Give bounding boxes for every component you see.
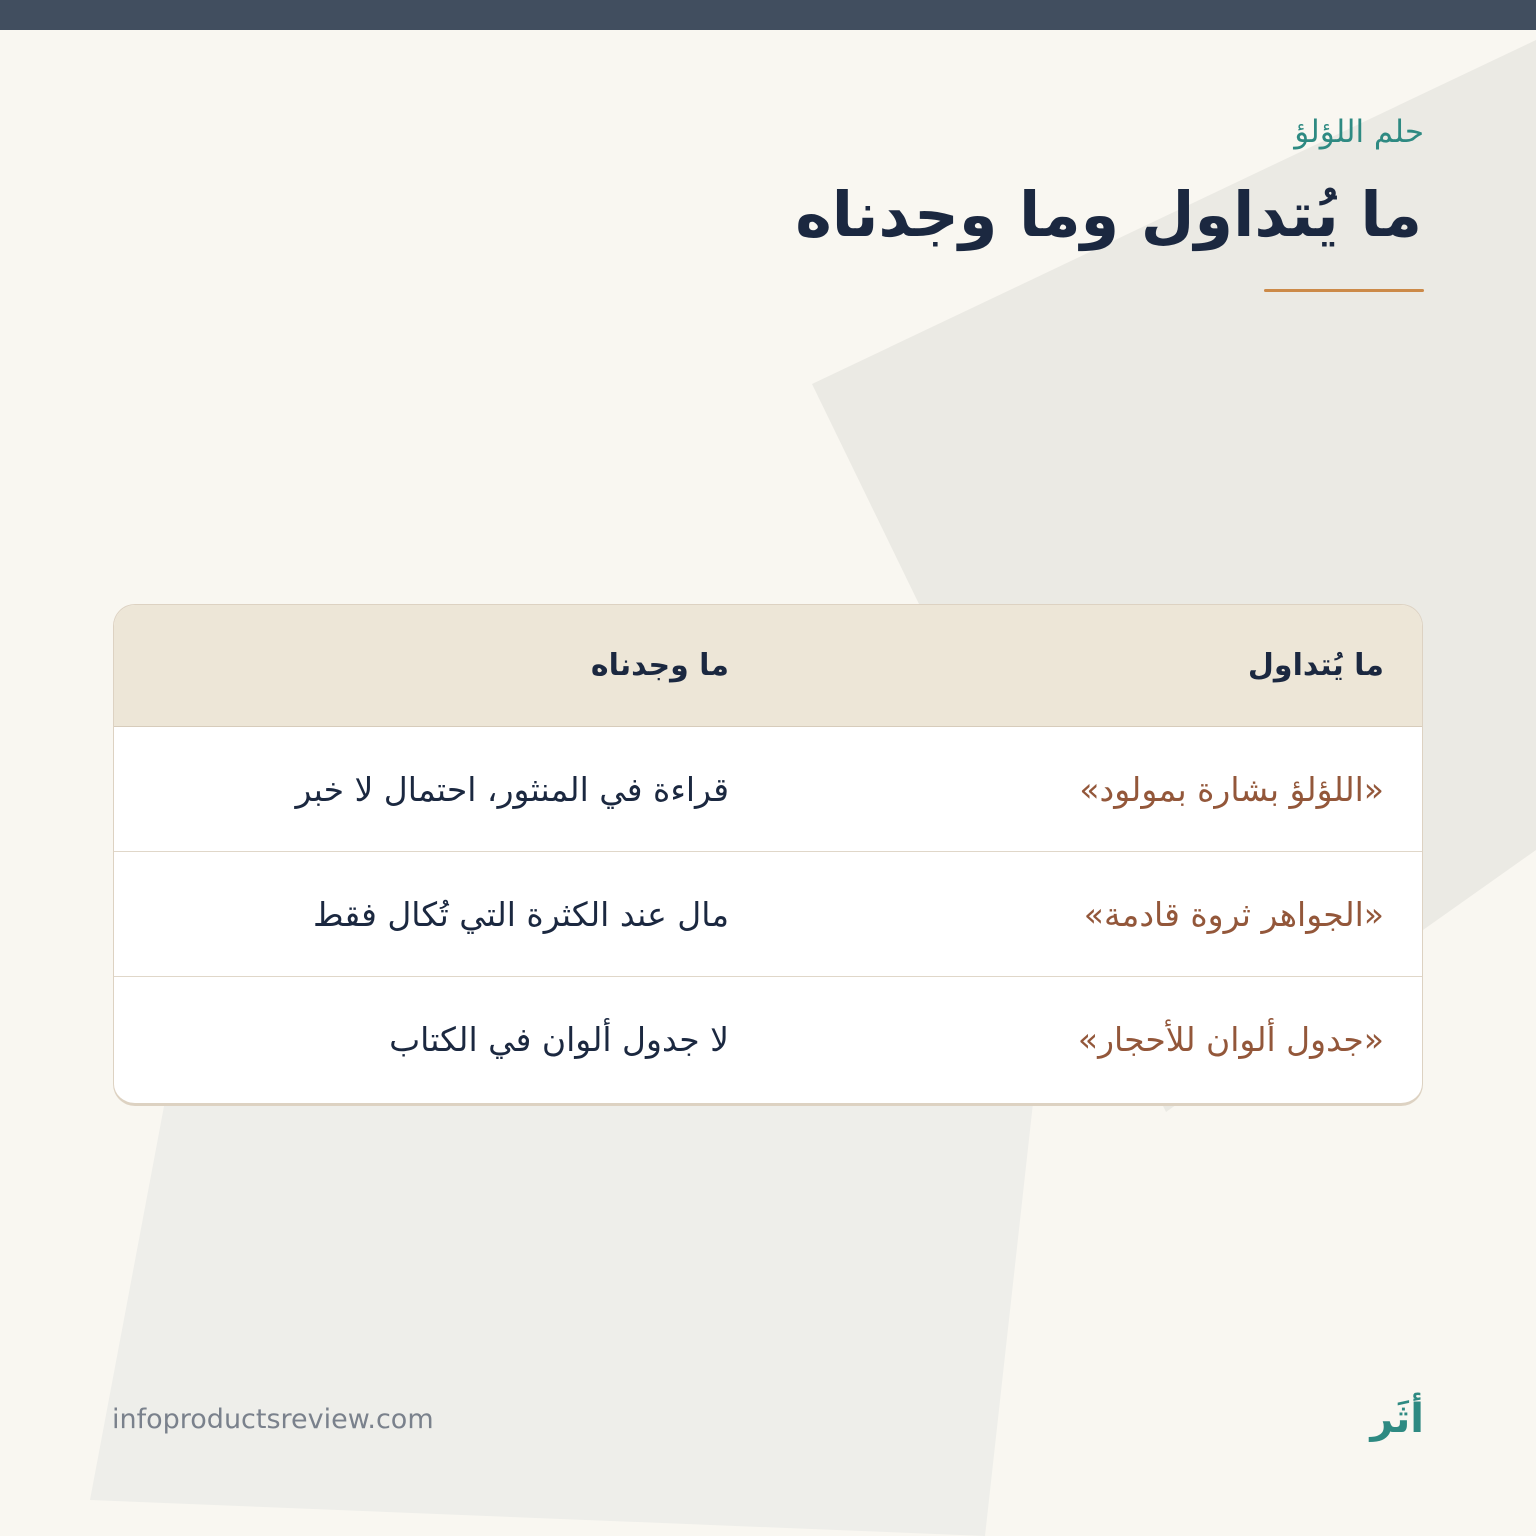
finding-cell: لا جدول ألوان في الكتاب [389, 1020, 729, 1059]
eyebrow-label: حلم اللؤلؤ [1294, 114, 1424, 150]
finding-cell: مال عند الكثرة التي تُكال فقط [313, 895, 729, 934]
finding-cell: قراءة في المنثور، احتمال لا خبر [295, 770, 729, 809]
column-header-finding: ما وجدناه [590, 648, 729, 683]
brand-logo: أثَر [1370, 1396, 1424, 1442]
column-header-rumor: ما يُتداول [1247, 648, 1384, 683]
footer-url: infoproductsreview.com [112, 1404, 434, 1435]
rumor-cell: «الجواهر ثروة قادمة» [1083, 895, 1384, 934]
table-header [114, 605, 1422, 727]
title-underline [1264, 289, 1424, 292]
table-row [114, 852, 1422, 977]
rumor-cell: «اللؤلؤ بشارة بمولود» [1079, 770, 1384, 809]
rumor-cell: «جدول ألوان للأحجار» [1077, 1020, 1384, 1059]
page-title: ما يُتداول وما وجدناه [795, 178, 1422, 251]
table-row [114, 977, 1422, 1102]
table-row [114, 727, 1422, 852]
background-shape-lower [90, 1085, 1035, 1536]
comparison-table [113, 604, 1423, 1106]
